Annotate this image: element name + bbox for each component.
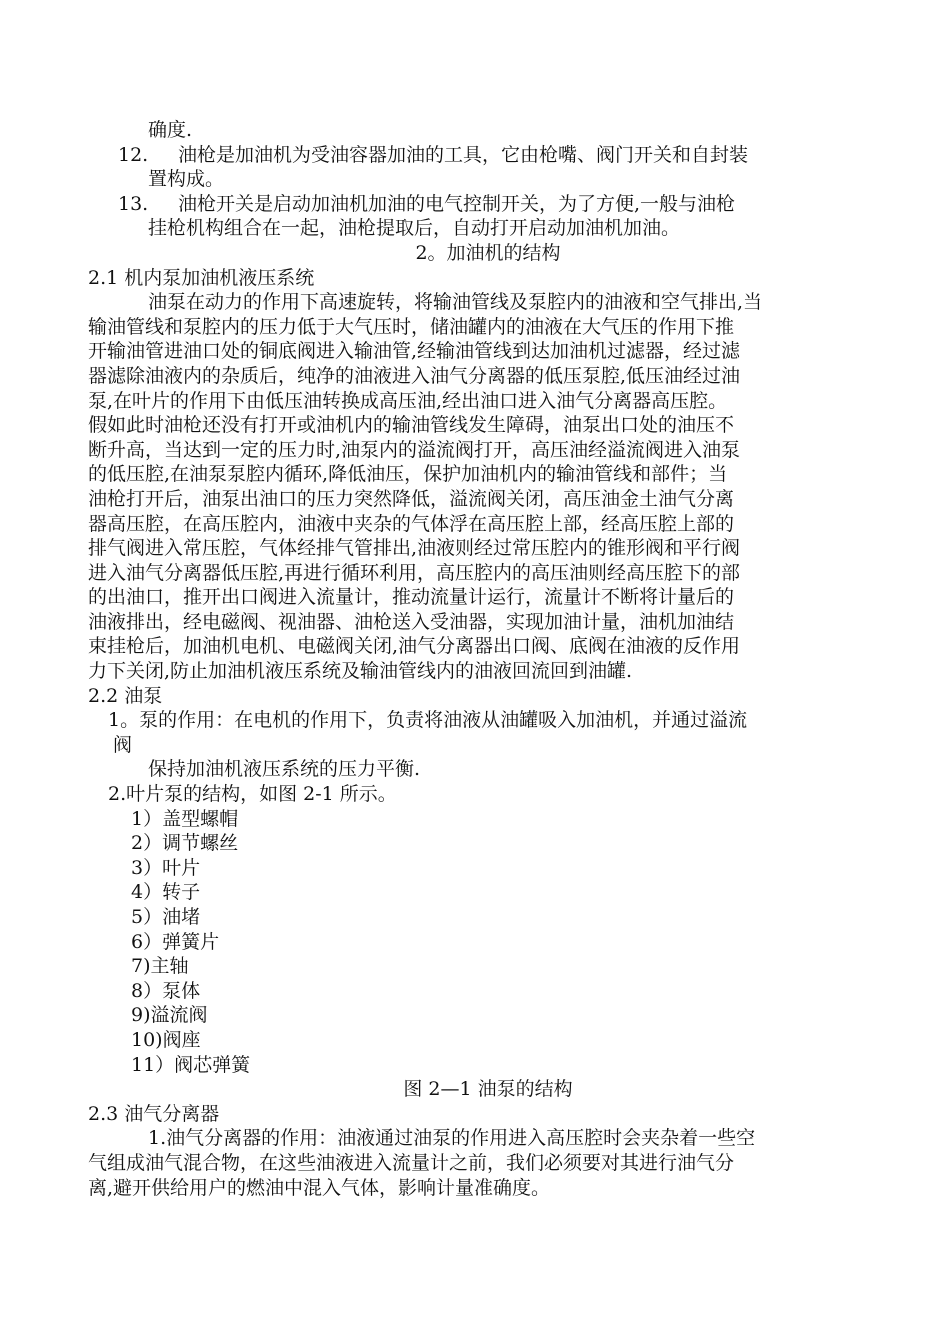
paragraph-2-1 (88, 290, 863, 684)
list-item: 2）调节螺丝 (131, 832, 239, 855)
list-item: 1）盖型螺帽 (131, 807, 239, 830)
text-line: 油枪打开后，油泵出油口的压力突然降低，溢流阀关闭，高压油金土油气分离 (88, 487, 735, 510)
paragraph-2-3 (88, 1126, 863, 1200)
text-line: 进入油气分离器低压腔,再进行循环利用，高压腔内的高压油则经高压腔下的部 (88, 561, 741, 584)
text-line: 的出油口，推开出口阀进入流量计，推动流量计运行，流量计不断将计量后的 (88, 586, 735, 609)
text-line: 输油管线和泵腔内的压力低于大气压时，储油罐内的油液在大气压的作用下推 (88, 315, 735, 338)
list-item-12 (88, 143, 863, 168)
pump-parts-list (88, 807, 863, 1078)
text-line: 泵,在叶片的作用下由低压油转换成高压油,经出油口进入油气分离器高压腔。 (88, 389, 728, 412)
vane-pump-structure-line: 2.叶片泵的结构，如图 2-1 所示。 (108, 783, 397, 806)
heading-2-1: 2.1 机内泵加油机液压系统 (88, 266, 315, 289)
pump-function-line: 阀 (113, 733, 133, 756)
item-number: 13. (118, 192, 149, 215)
heading-2-3: 2.3 油气分离器 (88, 1102, 220, 1125)
text-line: 断升高，当达到一定的压力时,油泵内的溢流阀打开，高压油经溢流阀进入油泵 (88, 438, 741, 461)
pump-function-line: 保持加油机液压系统的压力平衡. (148, 758, 421, 781)
item-number: 12. (118, 143, 149, 166)
list-item: 6）弹簧片 (131, 930, 220, 953)
list-item: 9)溢流阀 (131, 1004, 208, 1027)
document-page (88, 118, 863, 1200)
item-text: 油枪开关是启动加油机加油的电气控制开关，为了方便,一般与油枪 (178, 192, 736, 215)
text-line: 气组成油气混合物，在这些油液进入流量计之前，我们必须要对其进行油气分 (88, 1151, 735, 1174)
text-line: 器滤除油液内的杂质后，纯净的油液进入油气分离器的低压泵腔,低压油经过油 (88, 364, 741, 387)
list-item: 8）泵体 (131, 979, 201, 1002)
text-line: 假如此时油枪还没有打开或油机内的输油管线发生障碍，油泵出口处的油压不 (88, 414, 735, 437)
text-line: 开输油管进油口处的铜底阀进入输油管,经输油管线到达加油机过滤器，经过滤 (88, 340, 741, 363)
text-line: 离,避开供给用户的燃油中混入气体，影响计量准确度。 (88, 1176, 551, 1199)
list-item: 11）阀芯弹簧 (131, 1053, 251, 1076)
heading-2-2: 2.2 油泵 (88, 684, 163, 707)
section-title: 2。加油机的结构 (415, 241, 561, 264)
text-line: 1.油气分离器的作用：油液通过油泵的作用进入高压腔时会夹杂着一些空 (148, 1127, 756, 1150)
list-item-13-continuation: 挂枪机构组合在一起，油枪提取后，自动打开启动加油机加油。 (148, 217, 681, 240)
text-line: 排气阀进入常压腔，气体经排气管排出,油液则经过常压腔内的锥形阀和平行阀 (88, 537, 741, 560)
list-item-13 (88, 192, 863, 217)
text-line: 的低压腔,在油泵泵腔内循环,降低油压，保护加油机内的输油管线和部件；当 (88, 463, 728, 486)
figure-caption: 图 2—1 油泵的结构 (403, 1078, 573, 1101)
text-line: 束挂枪后，加油机电机、电磁阀关闭,油气分离器出口阀、底阀在油液的反作用 (88, 635, 741, 658)
list-item: 5）油堵 (131, 906, 201, 928)
pump-function-line: 1。泵的作用：在电机的作用下，负责将油液从油罐吸入加油机，并通过溢流 (108, 709, 748, 732)
list-item: 10)阀座 (131, 1028, 201, 1051)
text-line: 器高压腔，在高压腔内，油液中夹杂的气体浮在高压腔上部，经高压腔上部的 (88, 512, 735, 535)
item-text: 油枪是加油机为受油容器加油的工具，它由枪嘴、阀门开关和自封装 (178, 143, 749, 166)
list-item: 7)主轴 (131, 955, 189, 978)
text-line: 油泵在动力的作用下高速旋转，将输油管线及泵腔内的油液和空气排出,当 (148, 291, 763, 314)
paragraph-tail: 确度. (148, 119, 193, 141)
list-item: 3）叶片 (131, 856, 201, 879)
list-item: 4）转子 (131, 881, 201, 904)
text-line: 油液排出，经电磁阀、视油器、油枪送入受油器，实现加油计量，油机加油结 (88, 610, 735, 633)
text-line: 力下关闭,防止加油机液压系统及输油管线内的油液回流回到油罐. (88, 660, 633, 683)
list-item-12-continuation: 置构成。 (148, 168, 225, 191)
